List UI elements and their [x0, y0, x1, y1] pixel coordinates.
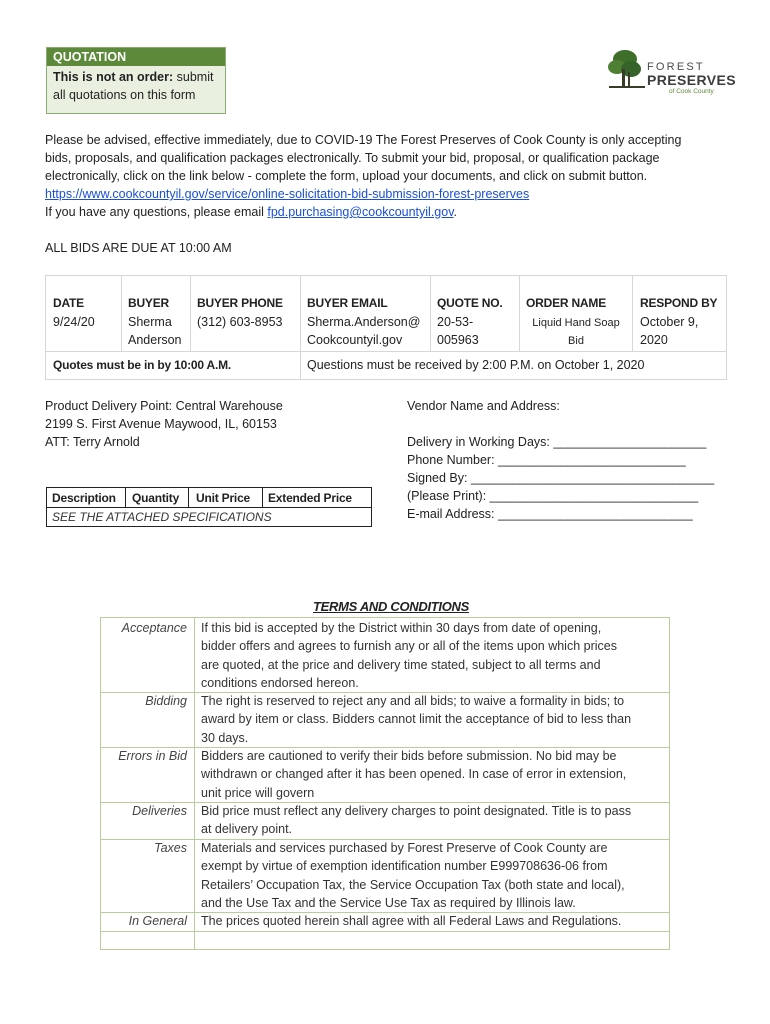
phone-value: (312) 603-8953 — [197, 315, 283, 329]
order-name-value — [520, 314, 632, 350]
terms-label-general: In General — [128, 914, 187, 928]
terms-line: Bidders are cautioned to verify their bids before submission. No bid may be — [201, 749, 617, 763]
terms-table — [100, 617, 670, 950]
desc-row: SEE THE ATTACHED SPECIFICATIONS — [52, 510, 272, 524]
buyer-value — [128, 313, 182, 349]
delivery-line-2: 2199 S. First Avenue Maywood, IL, 60153 — [45, 417, 277, 431]
vendor-print-name[interactable]: (Please Print): ______________________________ — [407, 489, 699, 503]
desc-header-extended-price: Extended Price — [268, 491, 352, 505]
header-date: DATE — [53, 296, 84, 310]
respond-by-value — [640, 313, 698, 349]
quotation-note-bold: This is not an order: — [53, 70, 174, 84]
quotation-note-text-1: submit — [176, 70, 214, 84]
quote-info-table — [45, 275, 727, 380]
terms-text-bidding — [201, 692, 661, 747]
logo-line1: FOREST — [647, 61, 705, 73]
quote-no-value — [437, 313, 479, 349]
header-quote-no: QUOTE NO. — [437, 296, 503, 310]
header-buyer: BUYER — [128, 296, 170, 310]
vendor-block — [407, 397, 714, 523]
respond-by-line-2: 2020 — [640, 333, 668, 347]
terms-label-bidding: Bidding — [145, 694, 187, 708]
order-name-line-2: Bid — [568, 335, 584, 347]
terms-line: Bid price must reflect any delivery charges to point designated. Title is to pass — [201, 804, 632, 818]
notice-line-1: Please be advised, effective immediately, due to COVID-19 The Forest Preserves of Cook County is only accepting — [45, 133, 682, 147]
delivery-line-1: Product Delivery Point: Central Warehouse — [45, 399, 283, 413]
terms-text-deliveries — [201, 802, 661, 839]
delivery-line-3: ATT: Terry Arnold — [45, 435, 140, 449]
covid-notice — [45, 131, 735, 221]
terms-line: conditions endorsed hereon. — [201, 675, 359, 690]
purchasing-email-link[interactable]: fpd.purchasing@cookcountyil.gov — [267, 205, 454, 219]
questions-deadline: Questions must be received by 2:00 P.M. on October 1, 2020 — [307, 358, 645, 372]
terms-line: 30 days. — [201, 730, 249, 745]
buyer-last-name: Anderson — [128, 333, 182, 347]
header-buyer-phone: BUYER PHONE — [197, 296, 283, 310]
desc-header-unit-price: Unit Price — [196, 491, 251, 505]
terms-line: If this bid is accepted by the District within 30 days from date of opening, — [201, 621, 602, 635]
date-value: 9/24/20 — [53, 315, 95, 329]
questions-suffix: . — [453, 205, 458, 219]
header-respond-by: RESPOND BY — [640, 296, 718, 310]
terms-line: and the Use Tax and the Service Use Tax as required by Illinois law. — [201, 895, 576, 910]
forest-preserves-logo — [607, 45, 736, 99]
vendor-phone[interactable]: Phone Number: ___________________________ — [407, 453, 686, 467]
quotation-box — [46, 47, 226, 114]
vendor-email[interactable]: E-mail Address: ____________________________ — [407, 507, 693, 521]
desc-header-description: Description — [52, 491, 116, 505]
terms-text-taxes — [201, 839, 661, 912]
order-name-line-1: Liquid Hand Soap — [532, 317, 620, 329]
terms-line: The right is reserved to reject any and all bids; to waive a formality in bids; to — [201, 694, 625, 708]
quotation-title: QUOTATION — [47, 48, 225, 66]
logo-line2: PRESERVES — [647, 72, 736, 88]
bids-due-notice: ALL BIDS ARE DUE AT 10:00 AM — [45, 241, 232, 255]
logo-line3: of Cook County — [669, 88, 714, 95]
terms-line: The prices quoted herein shall agree with all Federal Laws and Regulations. — [201, 914, 622, 928]
terms-line: are quoted, at the price and delivery time stated, subject to all terms and — [201, 657, 601, 672]
email-line-2: Cookcountyil.gov — [307, 333, 403, 347]
email-value — [307, 313, 420, 349]
terms-text-general — [201, 912, 661, 930]
terms-label-deliveries: Deliveries — [132, 804, 187, 818]
terms-line: Retailers’ Occupation Tax, the Service Occupation Tax (both state and local), — [201, 877, 625, 892]
quote-no-line-2: 005963 — [437, 333, 479, 347]
terms-label-acceptance: Acceptance — [121, 621, 187, 635]
terms-line: withdrawn or changed after it has been opened. In case of error in extension, — [201, 767, 627, 782]
terms-label-errors: Errors in Bid — [118, 749, 187, 763]
header-order-name: ORDER NAME — [526, 296, 607, 310]
bid-submission-link[interactable]: https://www.cookcountyil.gov/service/online-solicitation-bid-submission-forest-preserves — [45, 187, 530, 201]
terms-label-taxes: Taxes — [154, 841, 187, 855]
desc-header-quantity: Quantity — [132, 491, 180, 505]
vendor-title: Vendor Name and Address: — [407, 399, 560, 413]
terms-line: bidder offers and agrees to furnish any or all of the items upon which prices — [201, 639, 617, 654]
description-table — [46, 487, 372, 527]
quotes-deadline: Quotes must be in by 10:00 A.M. — [53, 358, 232, 372]
header-buyer-email: BUYER EMAIL — [307, 296, 388, 310]
quotation-note-text-2: all quotations on this form — [53, 88, 196, 102]
delivery-point — [45, 397, 283, 451]
notice-line-3: electronically, click on the link below - complete the form, upload your documents, and click on submit button. — [45, 169, 648, 183]
terms-line: Materials and services purchased by Forest Preserve of Cook County are — [201, 841, 608, 855]
quote-no-line-1: 20-53- — [437, 315, 474, 329]
buyer-first-name: Sherma — [128, 315, 172, 329]
respond-by-line-1: October 9, — [640, 315, 699, 329]
terms-title: TERMS AND CONDITIONS — [313, 599, 470, 614]
quotation-note — [47, 66, 225, 106]
questions-prefix: If you have any questions, please email — [45, 205, 268, 219]
notice-line-2: bids, proposals, and qualification packages electronically. To submit your bid, proposal, or qualification package — [45, 151, 660, 165]
terms-line: at delivery point. — [201, 822, 293, 837]
vendor-signed[interactable]: Signed By: ___________________________________ — [407, 471, 715, 485]
terms-line: exempt by virtue of exemption identification number E999708636-06 from — [201, 859, 608, 874]
terms-text-errors — [201, 747, 661, 802]
vendor-delivery-days[interactable]: Delivery in Working Days: ______________________ — [407, 435, 707, 449]
terms-line: award by item or class. Bidders cannot limit the acceptance of bid to less than — [201, 712, 632, 727]
terms-text-acceptance — [201, 619, 661, 692]
terms-line: unit price will govern — [201, 785, 315, 800]
email-line-1: Sherma.Anderson@ — [307, 315, 421, 329]
